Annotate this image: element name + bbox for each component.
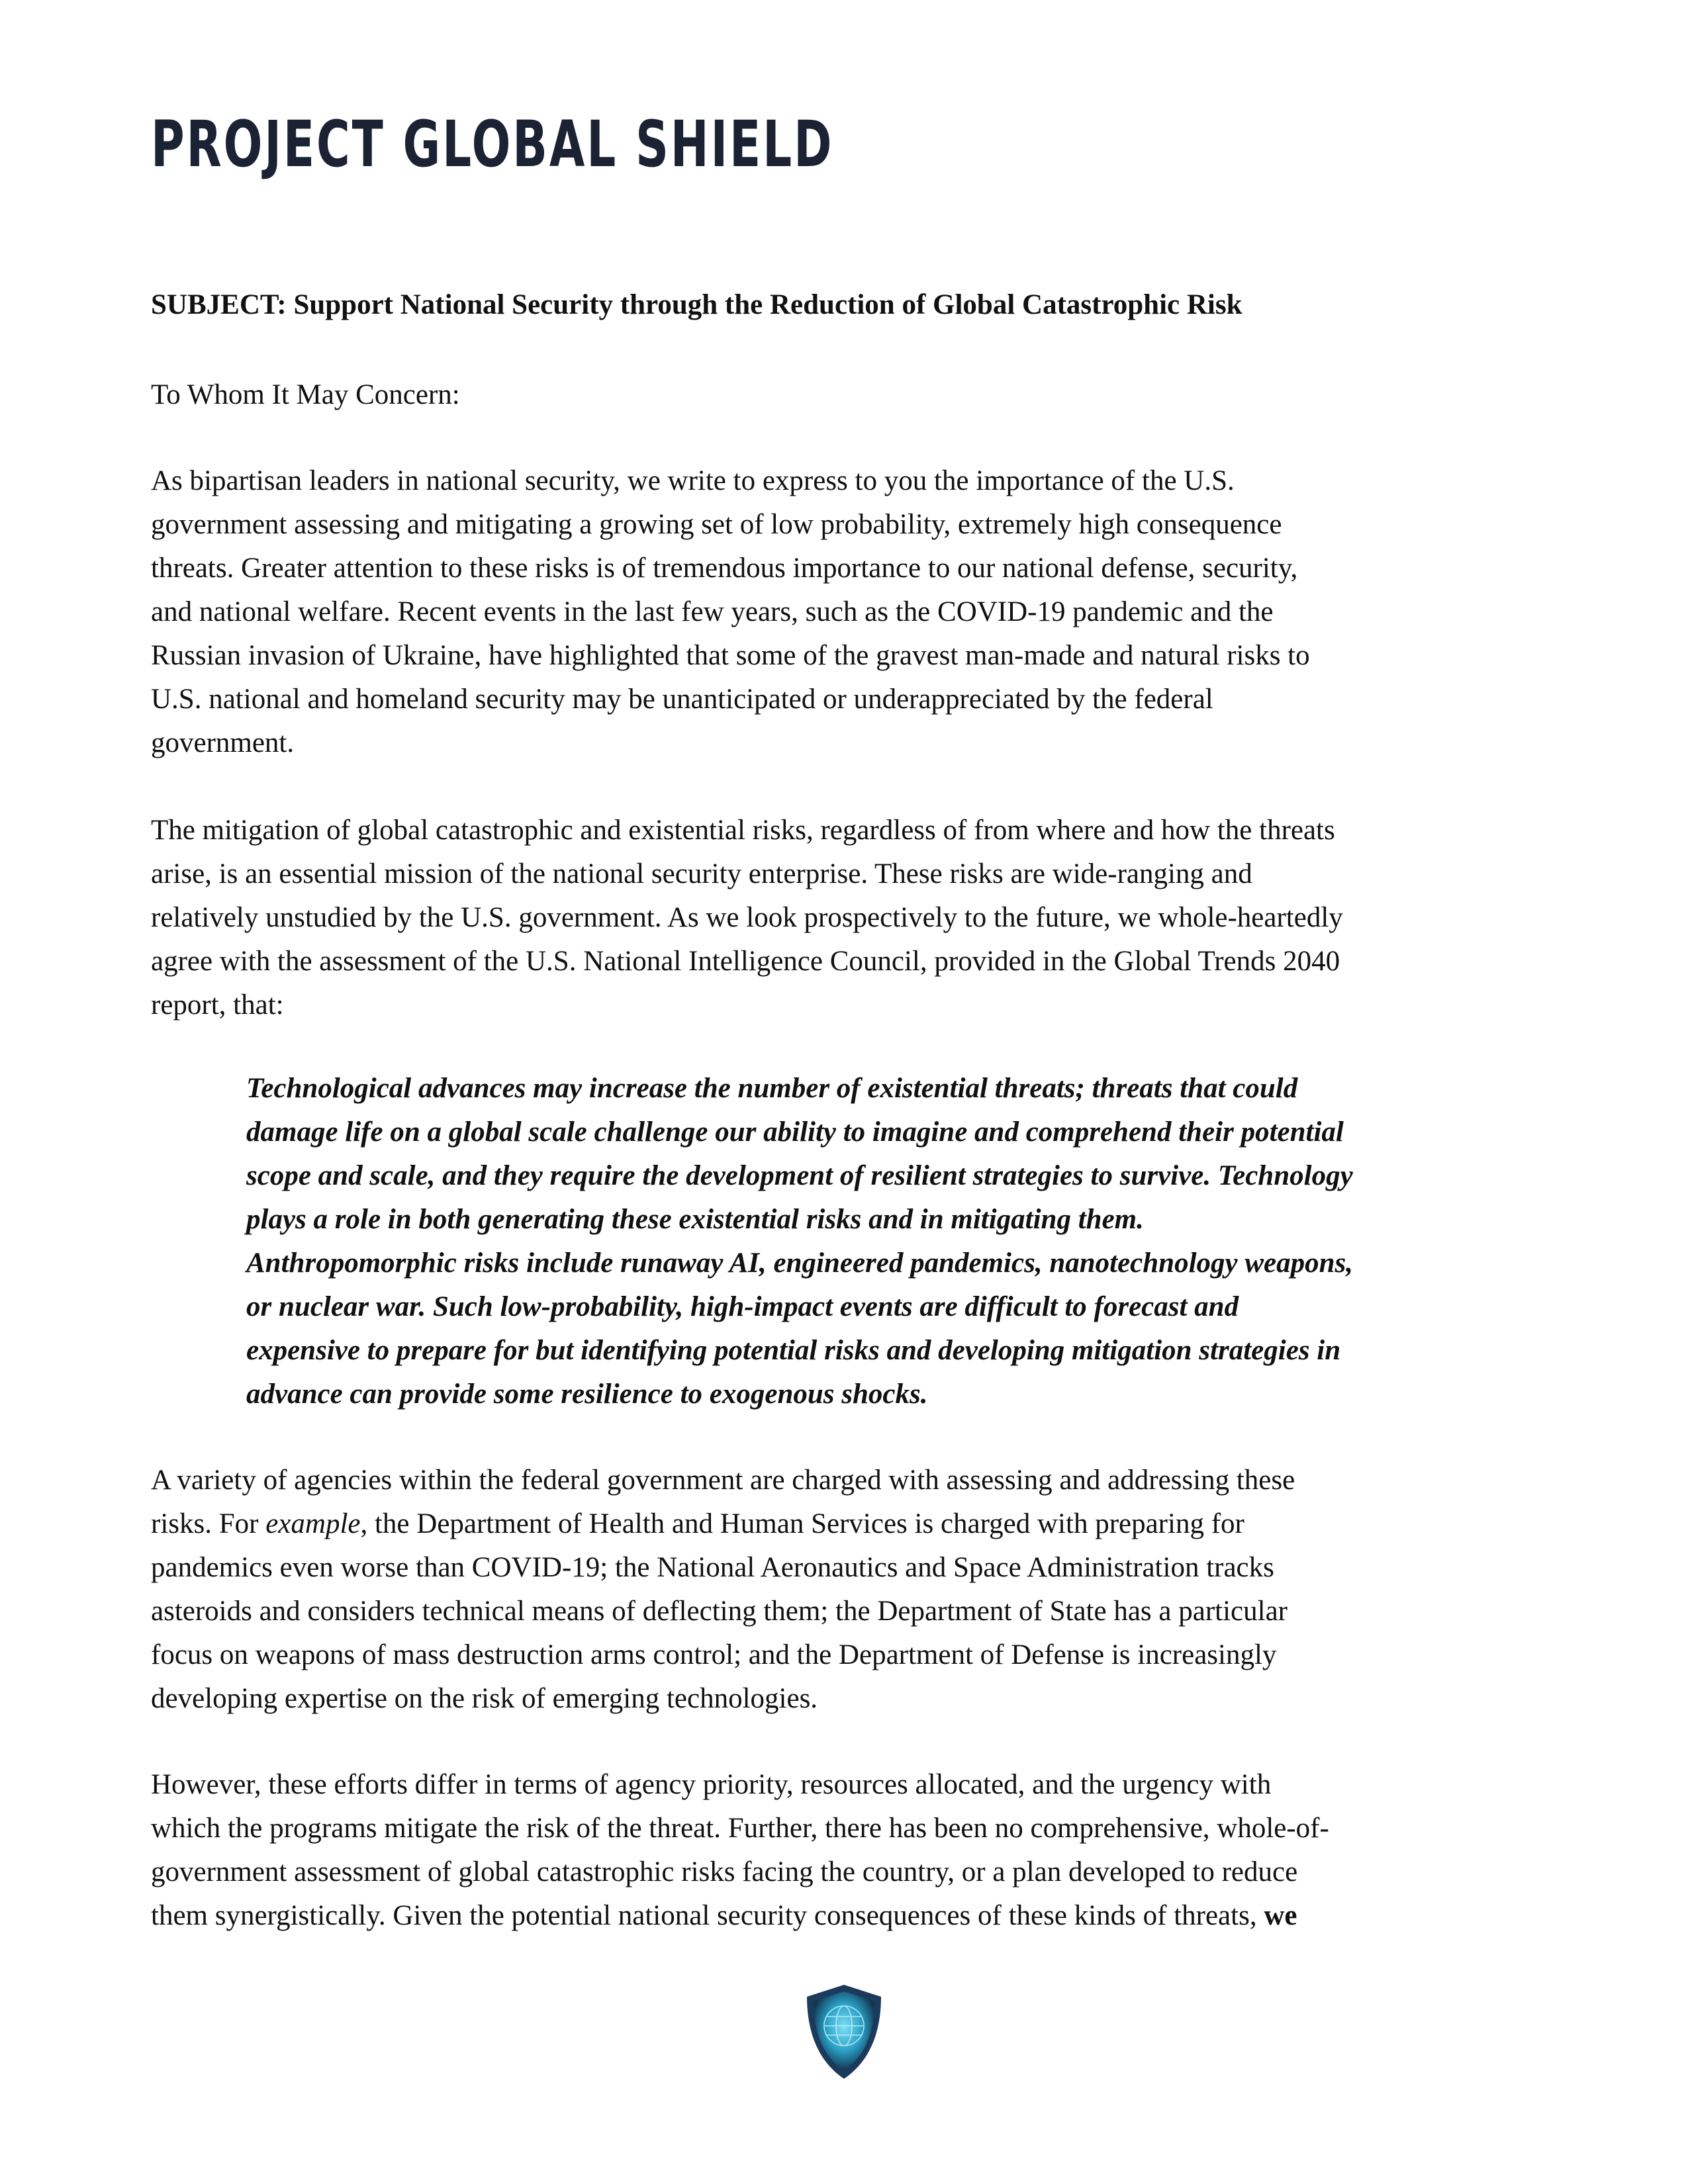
quote-line: Anthropomorphic risks include runaway AI, engineered pandemics, nanotechnology weapons, — [246, 1248, 1354, 1279]
text-line: The mitigation of global catastrophic and existential risks, regardless of from where and how the threats — [151, 815, 1335, 846]
shield-emblem-icon — [802, 1982, 886, 2081]
paragraph-mitigation — [151, 809, 1551, 1027]
text-line: A variety of agencies within the federal government are charged with assessing and addressing these — [151, 1465, 1295, 1496]
text-line: pandemics even worse than COVID-19; the National Aeronautics and Space Administration tracks — [151, 1552, 1274, 1583]
text-line: report, that: — [151, 989, 284, 1021]
text-line — [151, 1894, 1551, 1938]
quote-line: plays a role in both generating these existential risks and in mitigating them. — [246, 1204, 1144, 1235]
text-line: agree with the assessment of the U.S. National Intelligence Council, provided in the Global Trends 2040 — [151, 946, 1340, 977]
text-fragment: , the Department of Health and Human Services is charged with preparing for — [360, 1508, 1244, 1539]
text-line: relatively unstudied by the U.S. government. As we look prospectively to the future, we whole-heartedly — [151, 902, 1343, 933]
text-line — [151, 1502, 1551, 1546]
quote-line: expensive to prepare for but identifying potential risks and developing mitigation strategies in — [246, 1335, 1341, 1366]
paragraph-agencies — [151, 1459, 1551, 1721]
text-fragment: them synergistically. Given the potential national security consequences of these kinds of threats, — [151, 1900, 1264, 1931]
emphasized-word: example — [265, 1508, 361, 1539]
project-global-shield-logo: PROJECT GLOBAL SHIELD — [151, 107, 834, 181]
quote-line: Technological advances may increase the number of existential threats; threats that could — [246, 1073, 1298, 1104]
quote-line: scope and scale, and they require the development of resilient strategies to survive. Technology — [246, 1160, 1353, 1191]
text-line: government. — [151, 727, 295, 758]
subject-line: SUBJECT: Support National Security through the Reduction of Global Catastrophic Risk — [151, 289, 1243, 320]
bold-word: we — [1264, 1900, 1297, 1931]
text-line: government assessing and mitigating a growing set of low probability, extremely high consequence — [151, 509, 1282, 540]
quote-line: or nuclear war. Such low-probability, high-impact events are difficult to forecast and — [246, 1291, 1239, 1322]
paragraph-intro — [151, 459, 1551, 765]
text-line: However, these efforts differ in terms of agency priority, resources allocated, and the urgency with — [151, 1769, 1272, 1800]
block-quote — [246, 1067, 1544, 1416]
text-line: asteroids and considers technical means of deflecting them; the Department of State has a particular — [151, 1596, 1288, 1627]
quote-line: damage life on a global scale challenge our ability to imagine and comprehend their potential — [246, 1116, 1344, 1148]
text-line: focus on weapons of mass destruction arms control; and the Department of Defense is increasingly — [151, 1639, 1277, 1670]
text-line: and national welfare. Recent events in the last few years, such as the COVID-19 pandemic and the — [151, 596, 1274, 627]
text-line: threats. Greater attention to these risks is of tremendous importance to our national defense, security, — [151, 553, 1298, 584]
text-line: government assessment of global catastrophic risks facing the country, or a plan developed to reduce — [151, 1856, 1298, 1888]
text-line: Russian invasion of Ukraine, have highlighted that some of the gravest man-made and natural risks to — [151, 640, 1310, 671]
text-line: which the programs mitigate the risk of the threat. Further, there has been no comprehensive, whole-of- — [151, 1813, 1329, 1844]
quote-line: advance can provide some resilience to exogenous shocks. — [246, 1379, 928, 1410]
text-line: As bipartisan leaders in national security, we write to express to you the importance of the U.S. — [151, 465, 1235, 496]
paragraph-efforts — [151, 1763, 1551, 1938]
salutation: To Whom It May Concern: — [151, 379, 460, 410]
text-line: arise, is an essential mission of the national security enterprise. These risks are wide-ranging and — [151, 858, 1252, 889]
text-line: U.S. national and homeland security may be unanticipated or underappreciated by the federal — [151, 684, 1213, 715]
text-line: developing expertise on the risk of emerging technologies. — [151, 1683, 818, 1714]
text-fragment: risks. For — [151, 1508, 266, 1539]
